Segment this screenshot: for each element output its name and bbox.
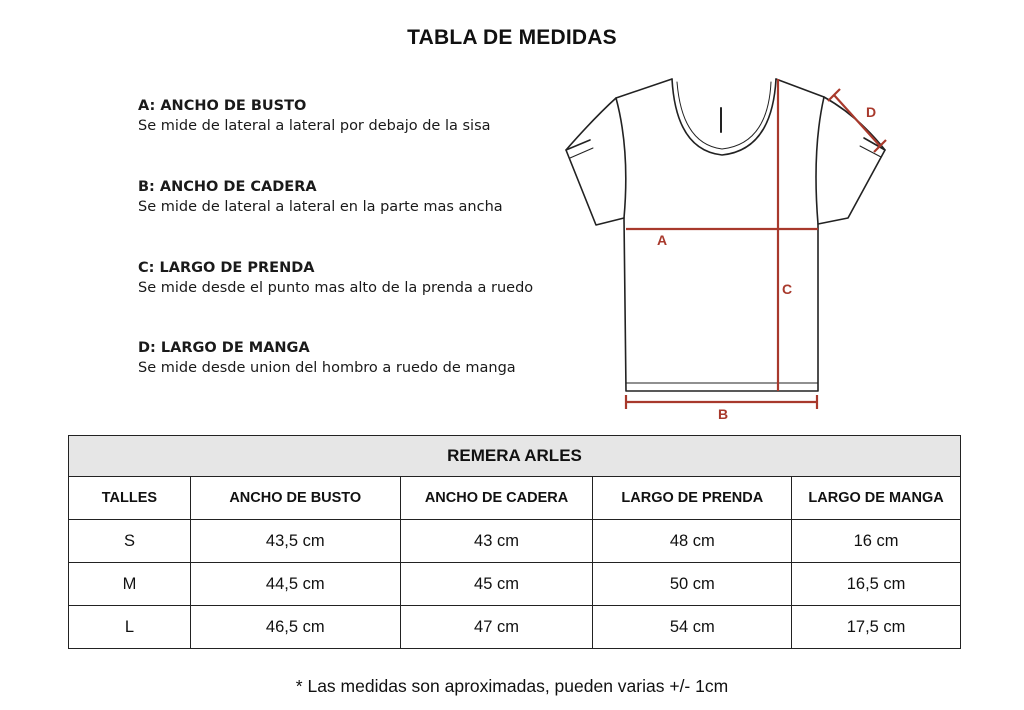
table-caption-row [69, 436, 961, 477]
legend-description: Se mide desde union del hombro a ruedo de manga [138, 360, 516, 376]
column-header: TALLES [69, 477, 191, 520]
table-cell: 45 cm [400, 563, 593, 606]
column-header: ANCHO DE CADERA [400, 477, 593, 520]
legend-description: Se mide de lateral a lateral por debajo de la sisa [138, 118, 491, 134]
tshirt-outline [566, 79, 885, 391]
tshirt-diagram [560, 72, 900, 424]
column-header: LARGO DE MANGA [792, 477, 961, 520]
legend-label: A: ANCHO DE BUSTO [138, 98, 307, 114]
legend-label: B: ANCHO DE CADERA [138, 179, 317, 195]
legend-item-a [138, 98, 491, 134]
legend-label: D: LARGO DE MANGA [138, 340, 310, 356]
table-cell: 50 cm [593, 563, 792, 606]
table-cell: L [69, 606, 191, 649]
footnote: * Las medidas son aproximadas, pueden varias +/- 1cm [295, 676, 729, 696]
legend-description: Se mide desde el punto mas alto de la prenda a ruedo [138, 280, 534, 296]
table-cell: 47 cm [400, 606, 593, 649]
marker-a: A [657, 232, 668, 248]
table-cell: 16,5 cm [792, 563, 961, 606]
measure-line-d [834, 95, 880, 146]
table-cell: 43,5 cm [190, 520, 400, 563]
legend-item-b [138, 179, 503, 215]
column-header: ANCHO DE BUSTO [190, 477, 400, 520]
table-cell: 44,5 cm [190, 563, 400, 606]
table-cell: S [69, 520, 191, 563]
table-cell: 48 cm [593, 520, 792, 563]
marker-b: B [718, 406, 729, 422]
column-header: LARGO DE PRENDA [593, 477, 792, 520]
table-cell: 46,5 cm [190, 606, 400, 649]
legend-item-d [138, 340, 516, 376]
size-table [68, 435, 961, 649]
table-row [69, 606, 961, 649]
table-row [69, 520, 961, 563]
table-caption: REMERA ARLES [69, 436, 961, 477]
legend-description: Se mide de lateral a lateral en la parte mas ancha [138, 199, 503, 215]
table-header-row [69, 477, 961, 520]
table-cell: 54 cm [593, 606, 792, 649]
table-cell: 16 cm [792, 520, 961, 563]
table-cell: 17,5 cm [792, 606, 961, 649]
page-title: TABLA DE MEDIDAS [407, 26, 617, 49]
legend-item-c [138, 260, 533, 296]
table-row [69, 563, 961, 606]
table-cell: M [69, 563, 191, 606]
marker-c: C [782, 281, 793, 297]
marker-d: D [866, 104, 877, 120]
legend-label: C: LARGO DE PRENDA [138, 260, 315, 276]
table-cell: 43 cm [400, 520, 593, 563]
